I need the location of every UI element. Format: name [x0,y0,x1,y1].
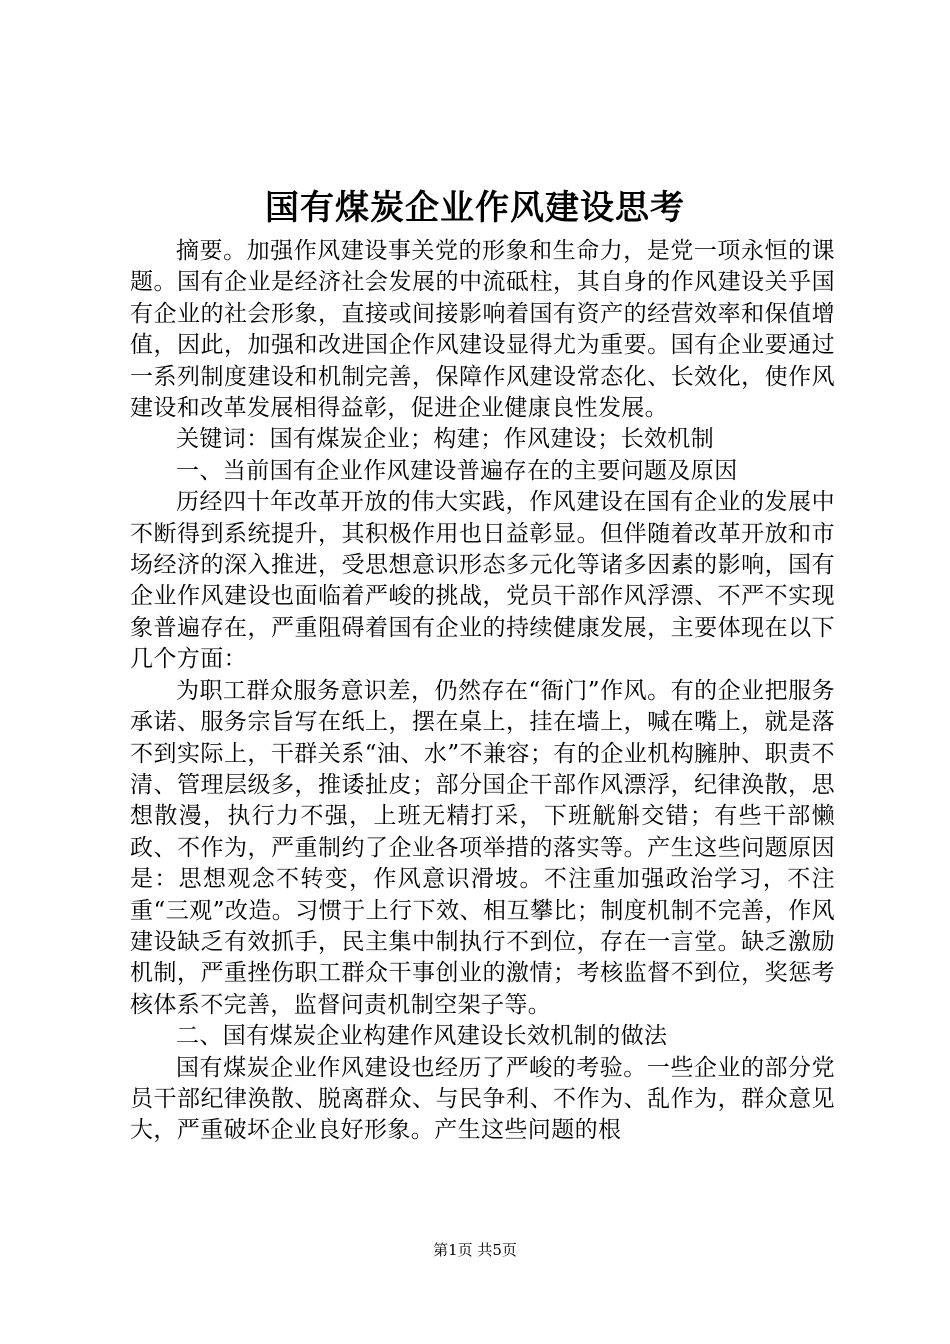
paragraph: 国有煤炭企业作风建设也经历了严峻的考验。一些企业的部分党员干部纪律涣散、脱离群众、与民争利、不作为、乱作为，群众意见大，严重破坏企业良好形象。产生这些问题的根 [130,1054,835,1144]
section-heading-2: 二、国有煤炭企业构建作风建设长效机制的做法 [176,1023,668,1050]
paragraph-abstract: 摘要。加强作风建设事关党的形象和生命力，是党一项永恒的课题。国有企业是经济社会发展的中流砥柱，其自身的作风建设关乎国有企业的社会形象，直接或间接影响着国有资产的经营效率和保值增值，因此，加强和改进国企作风建设显得尤为重要。国有企业要通过一系列制度建设和机制完善，保障作风建设常态化、长效化，使作风建设和改革发展相得益彰，促进企业健康良性发展。 [130,238,835,422]
paragraph: 为职工群众服务意识差，仍然存在“衙门”作风。有的企业把服务承诺、服务宗旨写在纸上，摆在桌上，挂在墙上，喊在嘴上，就是落不到实际上，干群关系“油、水”不兼容；有的企业机构臃肿、职责不清、管理层级多，推诿扯皮；部分国企干部作风漂浮，纪律涣散，思想散漫，执行力不强，上班无精打采，下班觥斛交错；有些干部懒政、不作为，严重制约了企业各项举措的落实等。产生这些问题原因是：思想观念不转变，作风意识滑坡。不注重加强政治学习，不注重“三观”改造。习惯于上行下效、相互攀比；制度机制不完善，作风建设缺乏有效抓手，民主集中制执行不到位，存在一言堂。缺乏激励机制，严重挫伤职工群众干事创业的激情；考核监督不到位，奖惩考核体系不完善，监督问责机制空架子等。 [130,677,835,1018]
section-heading-1: 一、当前国有企业作风建设普遍存在的主要问题及原因 [176,457,738,484]
paragraph: 历经四十年改革开放的伟大实践，作风建设在国有企业的发展中不断得到系统提升，其积极作用也日益彰显。但伴随着改革开放和市场经济的深入推进，受思想意识形态多元化等诸多因素的影响，国有企业作风建设也面临着严峻的挑战，党员干部作风浮漂、不严不实现象普遍存在，严重阻碍着国有企业的持续健康发展，主要体现在以下几个方面： [130,489,835,673]
paragraph-keywords: 关键词：国有煤炭企业；构建；作风建设；长效机制 [176,426,715,453]
page-footer: 第1页 共5页 [433,1241,517,1259]
document-body [130,236,835,1147]
document-title: 国有煤炭企业作风建设思考 [265,188,685,228]
